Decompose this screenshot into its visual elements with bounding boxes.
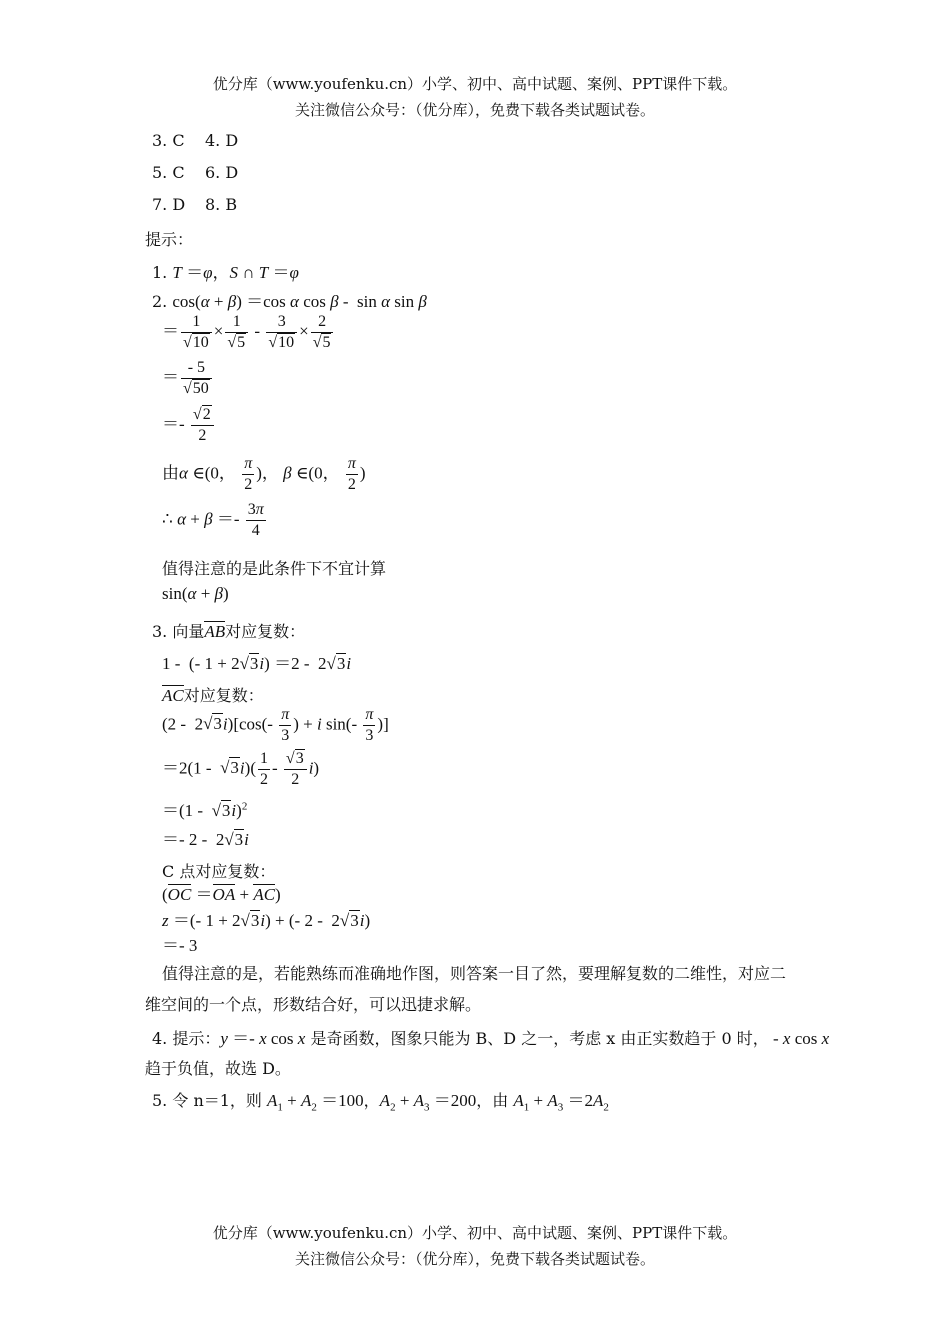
hint-2-note: 值得注意的是此条件下不宜计算 (162, 559, 387, 578)
hint-2-formula: cos(α + β) ＝cos α cos β - sin α sin β (172, 292, 427, 311)
vector-ac: AC (162, 686, 184, 705)
hint-3-c-point: C 点对应复数： (162, 862, 276, 881)
hint-2-label: 2. (152, 292, 168, 311)
hint-3-step-1: 1 - (- 1 + 2√3i) ＝2 - 2√3i (162, 654, 352, 673)
vector-ab: AB (204, 622, 226, 641)
hint-5-eq-2: $A_2 + A_3 =200$ (379, 1091, 477, 1114)
hint-4-func-2: - x cos x (768, 1029, 830, 1048)
hint-2-you: 由 (162, 463, 179, 483)
hint-title: 提示： (145, 230, 194, 249)
answer-item: 4. D (205, 131, 239, 150)
hint-4-func: y ＝- x cos x (220, 1029, 306, 1048)
header-line-1: 优分库（www.youfenku.cn）小学、初中、高中试题、案例、PPT课件下载。 (212, 75, 738, 93)
answer-item: 3. C (152, 131, 185, 150)
hint-3-ab-tail: 对应复数： (225, 622, 306, 641)
answer-item: 7. D (152, 195, 186, 214)
hint-2-step-3: ＝- $\frac{√2}{2}$ (162, 406, 216, 445)
hint-3-label: 3. 向量 (152, 622, 205, 641)
answer-item: 6. D (205, 163, 239, 182)
hint-5-eq-1: $A_1 + A_2 =100$ (267, 1091, 364, 1114)
hint-3-ac (162, 683, 264, 706)
hint-2 (152, 287, 427, 312)
hint-3-z-result: ＝- 3 (162, 936, 198, 955)
hint-2-domain: 由α ∈(0， $\frac{\pi}{2}$ )， β ∈(0， $\frac{\pi}{2}$ ) (162, 455, 366, 493)
hint-4-label: 4. 提示： (152, 1029, 221, 1048)
answer-item: 5. C (152, 163, 185, 182)
answer-item: 8. B (205, 195, 238, 214)
hint-4-tail: 趋于负值，故选 D。 (145, 1059, 291, 1078)
hint-3 (152, 619, 305, 642)
hint-2-step-1: ＝ $\frac{1}{√10}$ × $\frac{1}{√5}$ - $\frac{3}{√10}$ × $\frac{2}{√5}$ (162, 313, 335, 352)
hint-1-label: 1. (152, 263, 168, 282)
hint-5 (152, 1086, 609, 1113)
hint-2-step-2: ＝ $\frac{- 5}{√50}$ (162, 359, 214, 398)
hint-3-step-5: ＝- 2 - 2√3i (162, 830, 249, 849)
hint-5-eq-3: $A_1 + A_3 =2A_2$ (513, 1091, 609, 1114)
header-line-2: 关注微信公众号：（优分库），免费下载各类试题试卷。 (294, 101, 655, 119)
hint-1-formula: T ＝φ，S ∩ T ＝φ (172, 263, 299, 282)
hint-3-note-1: 值得注意的是，若能熟练而准确地作图，则答案一目了然，要理解复数的二维性，对应二 (162, 964, 787, 983)
hint-1 (152, 258, 299, 283)
hint-3-ac-tail: 对应复数： (183, 686, 264, 705)
hint-3-step-4: ＝(1 - √3i)$^2$ (162, 800, 248, 820)
hint-5-sep: ， (363, 1091, 380, 1110)
footer-line-1: 优分库（www.youfenku.cn）小学、初中、高中试题、案例、PPT课件下载。 (212, 1224, 738, 1242)
hint-3-vector-sum: (OC ＝OA + AC) (162, 885, 281, 904)
hint-3-step-2: (2 - 2√3i)[cos(- $\frac{\pi}{3}$ ) + i sin(- $\frac{\pi}{3}$ )] (162, 706, 389, 744)
hint-2-result: ∴ α + β ＝- $\frac{3\pi}{4}$ (162, 501, 264, 539)
hint-5-label: 5. 令 n＝1，则 (152, 1091, 262, 1110)
hint-4 (152, 1024, 829, 1049)
hint-5-by: ，由 (476, 1091, 509, 1110)
hint-3-step-3: ＝2(1 - √3i)( $\frac{1}{2}$ - $\frac{√3}{2}$ i) (162, 750, 320, 788)
hint-2-note-formula: sin(α + β) (162, 584, 229, 603)
hint-3-note-2: 维空间的一个点，形数结合好，可以迅捷求解。 (145, 995, 482, 1014)
footer-line-2: 关注微信公众号：（优分库），免费下载各类试题试卷。 (294, 1250, 655, 1268)
hint-4-text: 是奇函数，图象只能为 B、D 之一，考虑 x 由正实数趋于 0 时， (310, 1029, 769, 1048)
hint-3-z: z ＝(- 1 + 2√3i) + (- 2 - 2√3i) (162, 911, 371, 930)
